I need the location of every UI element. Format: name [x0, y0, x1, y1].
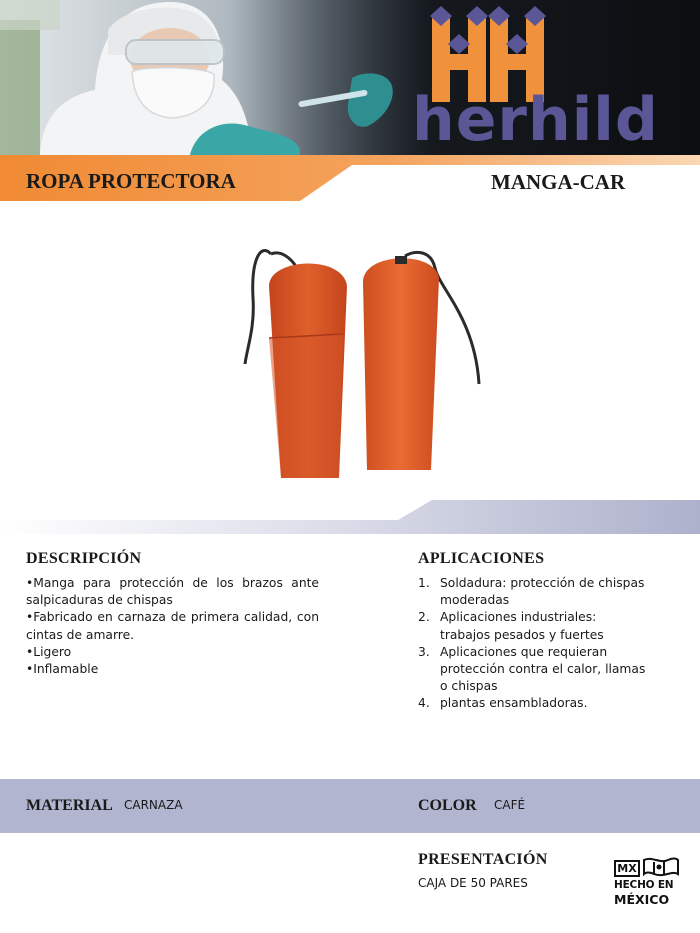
description-item: •Ligero: [26, 644, 72, 659]
section-divider: [0, 500, 700, 534]
application-text: Aplicaciones que requieran protección contra el calor, llamas o chispas: [440, 644, 646, 694]
description-item: •Inflamable: [26, 662, 99, 677]
application-item: [418, 575, 648, 609]
description-list: [26, 575, 319, 678]
applications-list: [418, 575, 648, 713]
brand-wordmark: herhild: [412, 85, 659, 155]
application-text: plantas ensambladoras.: [440, 696, 588, 711]
material-label: MATERIAL: [26, 797, 113, 814]
mexico-flag-icon: [642, 856, 680, 880]
mx-box: MX: [614, 860, 640, 877]
presentation-value: CAJA DE 50 PARES: [418, 876, 528, 890]
material-value: CARNAZA: [124, 798, 183, 812]
application-number: 1.: [418, 576, 430, 590]
mexico-text: MÉXICO: [614, 892, 670, 907]
application-text: Aplicaciones industriales: trabajos pesados y fuertes: [440, 610, 604, 642]
header-banner: [0, 0, 700, 155]
application-item: [418, 695, 648, 712]
lab-worker-photo: [0, 0, 420, 155]
application-text: Soldadura: protección de chispas moderadas: [440, 576, 645, 608]
applications-heading: APLICACIONES: [418, 550, 545, 567]
application-number: 3.: [418, 644, 430, 659]
application-item: [418, 644, 648, 696]
hecho-en-mexico-badge: [612, 856, 682, 910]
product-code: MANGA-CAR: [491, 170, 626, 194]
presentation-heading: PRESENTACIÓN: [418, 851, 548, 868]
description-item: •Manga para protección de los brazos ante salpicaduras de chispas: [26, 576, 319, 608]
application-item: [418, 609, 648, 643]
application-number: 2.: [418, 610, 430, 625]
color-label: COLOR: [418, 797, 477, 814]
hecho-en-text: HECHO EN: [614, 879, 674, 891]
description-item: •Fabricado en carnaza de primera calidad, con cintas de amarre.: [26, 610, 319, 642]
category-title: ROPA PROTECTORA: [26, 169, 236, 193]
color-value: CAFÉ: [494, 798, 526, 812]
description-heading: DESCRIPCIÓN: [26, 550, 142, 567]
application-number: 4.: [418, 696, 430, 711]
leather-sleeves-image: [235, 238, 485, 488]
